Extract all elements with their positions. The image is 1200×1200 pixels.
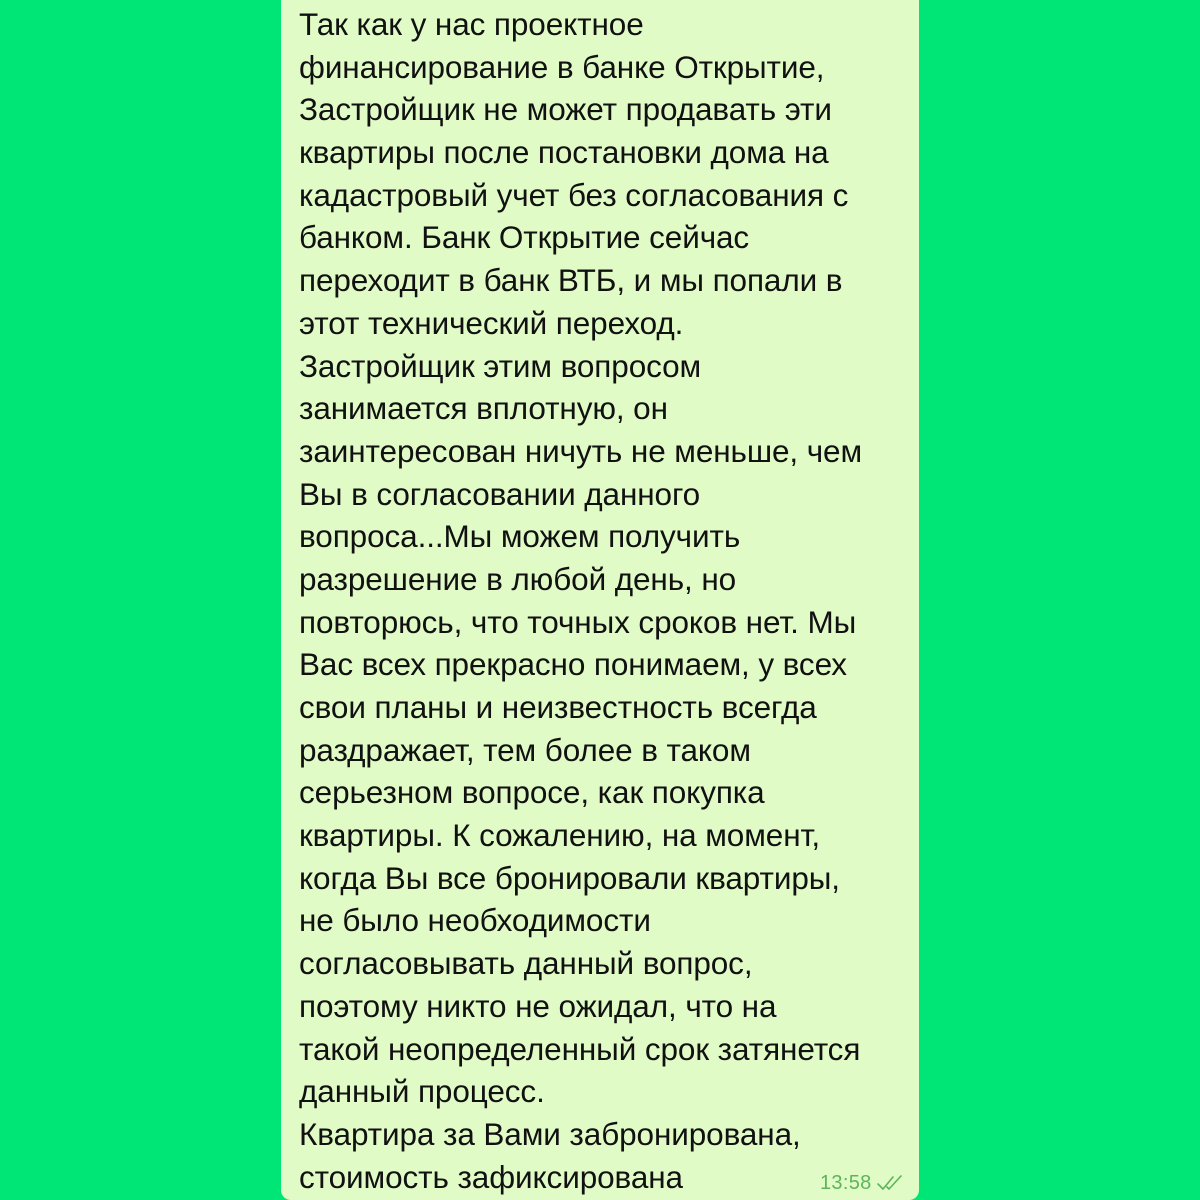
message-line: занимается вплотную, он bbox=[299, 390, 668, 427]
message-line: кадастровый учет без согласования с bbox=[299, 176, 849, 213]
message-line: согласовывать данный вопрос, bbox=[299, 945, 753, 982]
message-line: Квартира за Вами забронирована, bbox=[299, 1115, 801, 1152]
message-text bbox=[299, 3, 911, 1198]
message-line: разрешение в любой день, но bbox=[299, 560, 737, 597]
message-timestamp: 13:58 bbox=[820, 1171, 872, 1194]
message-line: когда Вы все бронировали квартиры, bbox=[299, 859, 840, 896]
message-line: повторюсь, что точных сроков нет. Мы bbox=[299, 603, 857, 640]
message-line: этот технический переход. bbox=[299, 304, 684, 341]
message-line: свои планы и неизвестность всегда bbox=[299, 689, 817, 725]
message-line: серьезном вопросе, как покупка bbox=[299, 774, 765, 811]
message-line: такой неопределенный срок затянется bbox=[299, 1030, 861, 1067]
message-line: Застройщик не может продавать эти bbox=[299, 91, 832, 128]
message-line: раздражает, тем более в таком bbox=[299, 731, 751, 768]
message-line: переходит в банк ВТБ, и мы попали в bbox=[299, 262, 843, 299]
message-line: Застройщик этим вопросом bbox=[299, 347, 702, 384]
message-line: вопроса...Мы можем получить bbox=[299, 518, 741, 555]
double-check-icon bbox=[876, 1173, 908, 1193]
message-line: квартиры. К сожалению, на момент, bbox=[299, 817, 820, 854]
message-line: банком. Банк Открытие сейчас bbox=[299, 219, 750, 256]
message-line: квартиры после постановки дома на bbox=[299, 134, 829, 171]
message-line: заинтересован ничуть не меньше, чем bbox=[299, 432, 863, 469]
message-line: не было необходимости bbox=[299, 902, 651, 939]
message-meta bbox=[820, 1170, 908, 1196]
message-line: стоимость зафиксирована bbox=[299, 1158, 683, 1195]
message-line: поэтому никто не ожидал, что на bbox=[299, 987, 777, 1024]
message-line: данный процесс. bbox=[299, 1073, 545, 1110]
message-line: финансирование в банке Открытие, bbox=[299, 48, 825, 85]
message-line: Так как у нас проектное bbox=[299, 6, 644, 42]
message-line: Вы в согласовании данного bbox=[299, 475, 701, 512]
message-line: Вас всех прекрасно понимаем, у всех bbox=[299, 646, 847, 683]
